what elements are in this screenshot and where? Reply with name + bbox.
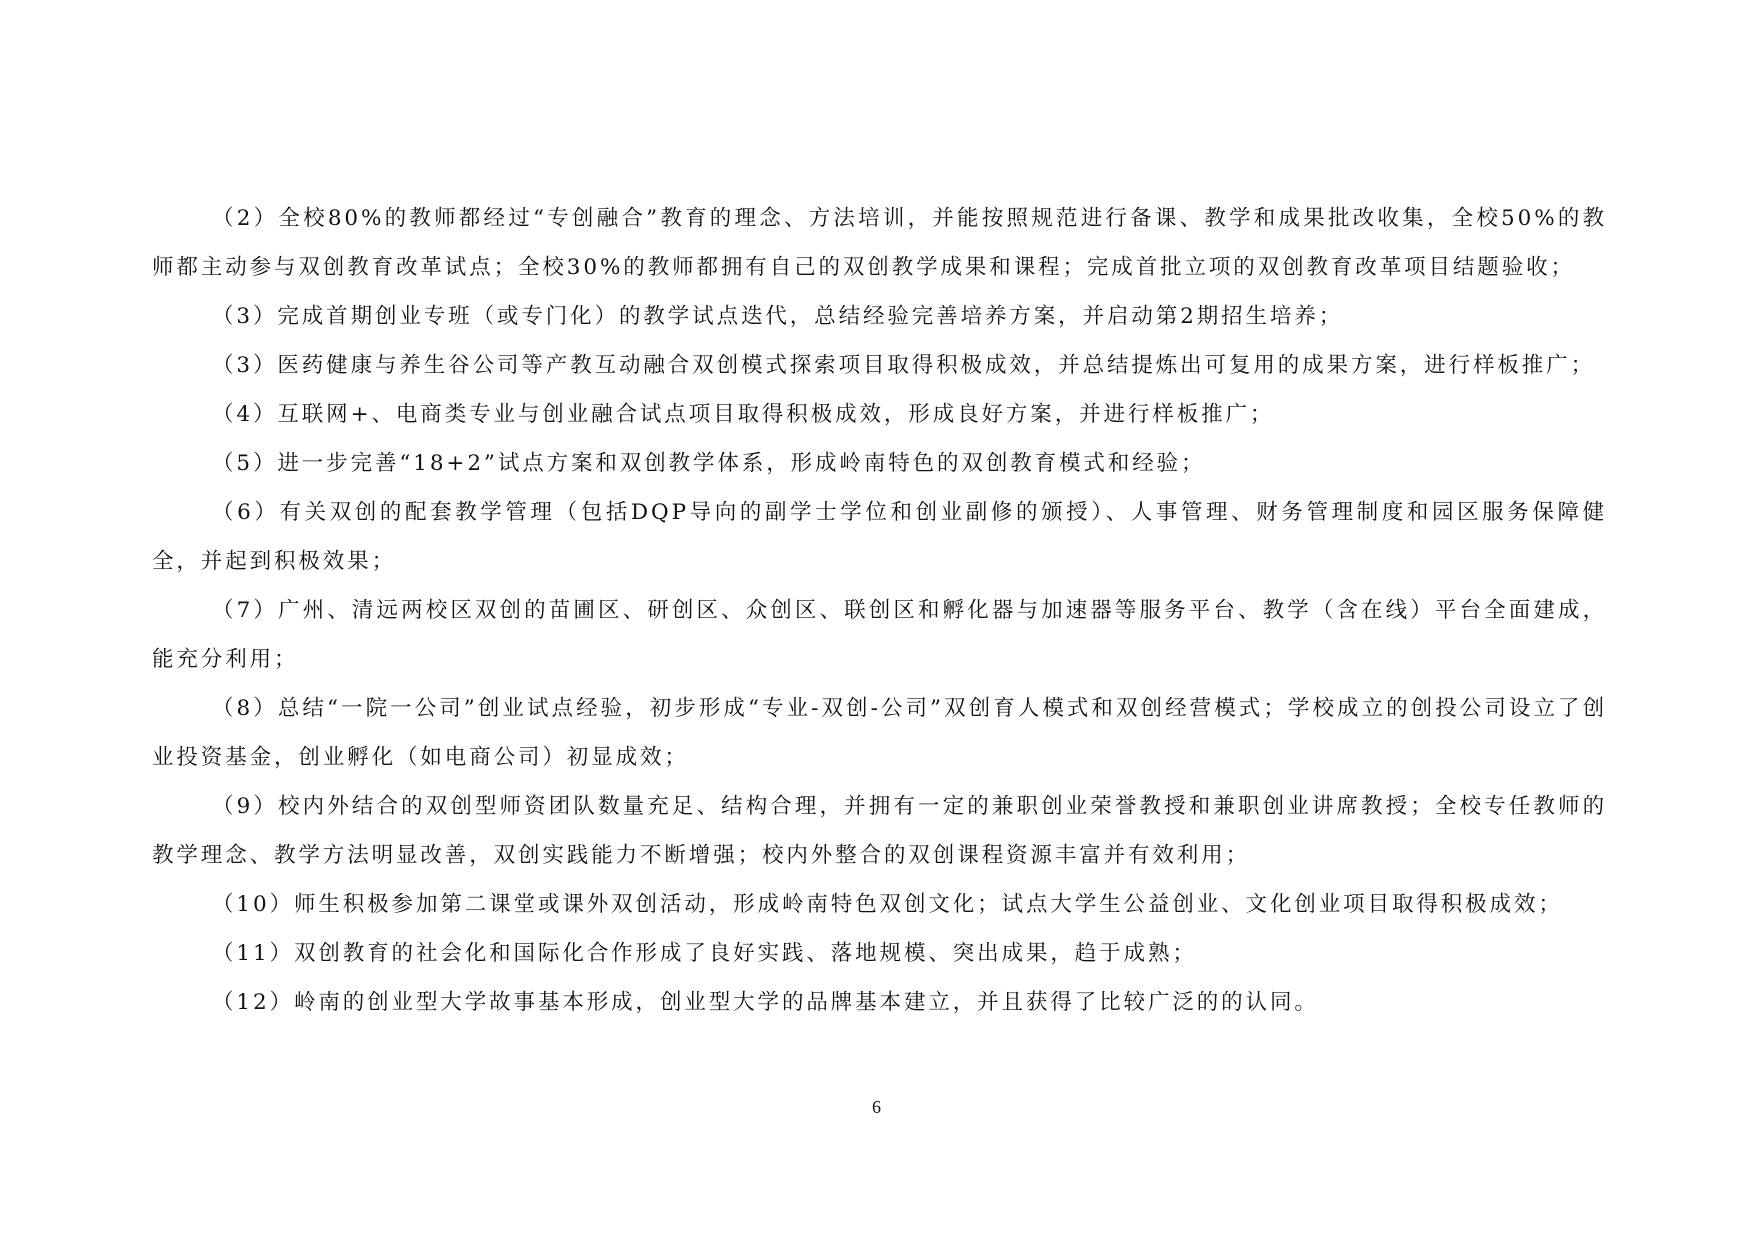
paragraph-item-11-cooperation: （11）双创教育的社会化和国际化合作形成了良好实践、落地规模、突出成果，趋于成熟； xyxy=(212,941,1197,966)
paragraph-item-3-medicine-health: （3）医药健康与养生谷公司等产教互动融合双创模式探索项目取得积极成效，并总结提炼出可复用的成果方案，进行样板推广； xyxy=(212,353,1595,378)
paragraph-item-3-entrepreneurship-class: （3）完成首期创业专班（或专门化）的教学试点迭代，总结经验完善培养方案，并启动第2期招生培养； xyxy=(212,304,1344,329)
paragraph-item-7-platforms: （7）广州、清远两校区双创的苗圃区、研创区、众创区、联创区和孵化器与加速器等服务平台、教学（含在线）平台全面建成，能充分利用； xyxy=(152,598,1607,672)
paragraph-item-8-one-college-one-company: （8）总结“一院一公司”创业试点经验，初步形成“专业-双创-公司”双创育人模式和双创经营模式；学校成立的创投公司设立了创业投资基金，创业孵化（如电商公司）初显成效； xyxy=(152,696,1607,770)
paragraph-item-9-faculty: （9）校内外结合的双创型师资团队数量充足、结构合理，并拥有一定的兼职创业荣誉教授和兼职创业讲席教授；全校专任教师的教学理念、教学方法明显改善，双创实践能力不断增强；校内外整合的双创课程资源丰富并有效利用； xyxy=(152,794,1607,868)
paragraph-item-12-brand: （12）岭南的创业型大学故事基本形成，创业型大学的品牌基本建立，并且获得了比较广泛的的认同。 xyxy=(212,990,1319,1015)
page-number: 6 xyxy=(872,1097,881,1117)
paragraph-item-5-pilot-plan: （5）进一步完善“18+2”试点方案和双创教学体系，形成岭南特色的双创教育模式和经验； xyxy=(212,451,1206,476)
paragraph-item-4-internet-ecommerce: （4）互联网+、电商类专业与创业融合试点项目取得积极成效，形成良好方案，并进行样板推广； xyxy=(212,402,1275,427)
document-body xyxy=(152,194,1607,1027)
paragraph-item-2-teachers: （2）全校80%的教师都经过“专创融合”教育的理念、方法培训，并能按照规范进行备课、教学和成果批改收集，全校50%的教师都主动参与双创教育改革试点；全校30%的教师都拥有自己的双创教学成果和课程；完成首批立项的双创教育改革项目结题验收； xyxy=(152,206,1607,280)
paragraph-item-10-activities: （10）师生积极参加第二课堂或课外双创活动，形成岭南特色双创文化；试点大学生公益创业、文化创业项目取得积极成效； xyxy=(212,892,1563,917)
paragraph-item-6-management: （6）有关双创的配套教学管理（包括DQP导向的副学士学位和创业副修的颁授）、人事管理、财务管理制度和园区服务保障健全，并起到积极效果； xyxy=(152,500,1607,574)
